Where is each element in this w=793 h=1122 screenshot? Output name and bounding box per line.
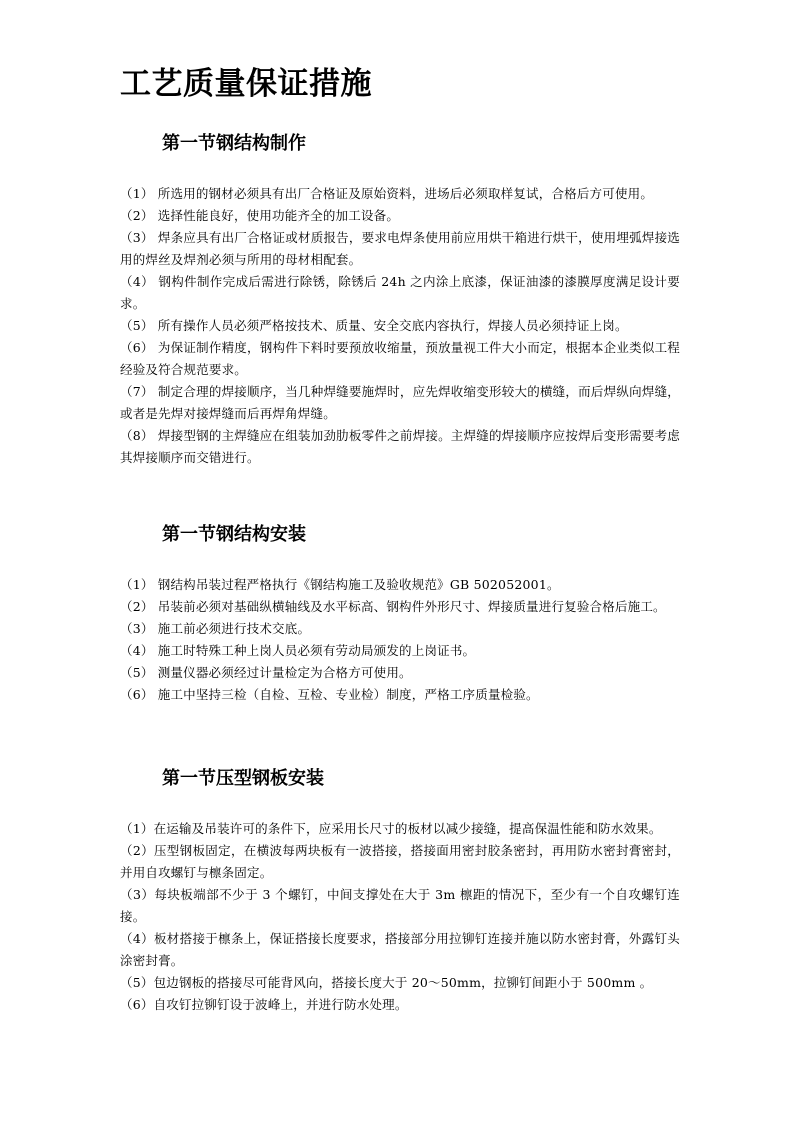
- list-item: [120, 315, 680, 337]
- item-text: 自攻钉拉铆钉设于波峰上，并进行防水处理。: [153, 997, 408, 1012]
- section-title: 第一节钢结构制作: [162, 133, 306, 154]
- list-item: [120, 618, 680, 640]
- item-number: （6）: [120, 687, 154, 702]
- list-item: [120, 994, 680, 1016]
- list-item: [120, 271, 680, 315]
- list-item: [120, 884, 680, 928]
- item-text: 选择性能良好，使用功能齐全的加工设备。: [157, 208, 400, 223]
- item-text: 测量仪器必须经过计量检定为合格方可使用。: [157, 665, 412, 680]
- list-item: [120, 928, 680, 972]
- section-item-list: [120, 818, 680, 1016]
- item-number: （6）: [120, 997, 154, 1012]
- list-item: [120, 640, 680, 662]
- list-item: [120, 183, 680, 205]
- item-number: （5）: [120, 665, 154, 680]
- item-number: （5）: [120, 318, 154, 333]
- item-text: 每块板端部不少于 3 个螺钉，中间支撑处在大于 3m 檩距的情况下，至少有一个自攻螺钉连接。: [120, 887, 680, 924]
- item-number: （1）: [120, 821, 154, 836]
- item-number: （4）: [120, 274, 155, 289]
- item-text: 在运输及吊装许可的条件下，应采用长尺寸的板材以减少接缝，提高保温性能和防水效果。: [153, 821, 662, 836]
- item-text: 所选用的钢材必须具有出厂合格证及原始资料，进场后必须取样复试，合格后方可使用。: [157, 186, 654, 201]
- item-number: （6）: [120, 340, 154, 355]
- list-item: [120, 337, 680, 381]
- item-number: （2）: [120, 843, 154, 858]
- item-number: （3）: [120, 887, 155, 902]
- item-text: 焊条应具有出厂合格证或材质报告，要求电焊条使用前应用烘干箱进行烘干，使用埋弧焊接选用的焊丝及焊剂必须与所用的母材相配套。: [120, 230, 680, 267]
- item-text: 钢构件制作完成后需进行除锈，除锈后 24h 之内涂上底漆，保证油漆的漆膜厚度满足设计要求。: [120, 274, 680, 311]
- item-number: （7）: [120, 384, 154, 399]
- list-item: [120, 381, 680, 425]
- item-number: （2）: [120, 208, 154, 223]
- list-item: [120, 684, 680, 706]
- section-item-list: [120, 574, 680, 706]
- list-item: [120, 205, 680, 227]
- list-item: [120, 840, 680, 884]
- item-number: （3）: [120, 621, 154, 636]
- list-item: [120, 574, 680, 596]
- item-text: 板材搭接于檩条上，保证搭接长度要求，搭接部分用拉铆钉连接并施以防水密封膏，外露钉头涂密封膏。: [120, 931, 680, 968]
- item-text: 压型钢板固定，在横波每两块板有一波搭接，搭接面用密封胶条密封，再用防水密封膏密封，并用自攻螺钉与檩条固定。: [120, 843, 680, 880]
- list-item: [120, 596, 680, 618]
- item-text: 施工中坚持三检（自检、互检、专业检）制度，严格工序质量检验。: [157, 687, 539, 702]
- item-number: （4）: [120, 643, 154, 658]
- document-title: 工艺质量保证措施: [120, 66, 372, 102]
- item-number: （3）: [120, 230, 154, 245]
- item-number: （5）: [120, 975, 154, 990]
- list-item: [120, 425, 680, 469]
- section-profiled-sheet-installation: [120, 766, 680, 1016]
- item-text: 为保证制作精度，钢构件下料时要预放收缩量，预放量视工件大小而定，根据本企业类似工程经验及符合规范要求。: [120, 340, 680, 377]
- item-number: （2）: [120, 599, 154, 614]
- section-title: 第一节压型钢板安装: [162, 768, 324, 789]
- item-number: （4）: [120, 931, 154, 946]
- section-steel-installation: [120, 522, 680, 706]
- section-title: 第一节钢结构安装: [162, 524, 306, 545]
- item-text: 包边钢板的搭接尽可能背风向，搭接长度大于 20～50mm，拉铆钉间距小于 500mm 。: [153, 975, 653, 990]
- item-number: （1）: [120, 577, 154, 592]
- item-number: （1）: [120, 186, 154, 201]
- list-item: [120, 662, 680, 684]
- section-item-list: [120, 183, 680, 469]
- section-steel-fabrication: [120, 131, 680, 469]
- item-text: 施工前必须进行技术交底。: [157, 621, 311, 636]
- list-item: [120, 972, 680, 994]
- item-text: 吊装前必须对基础纵横轴线及水平标高、钢构件外形尺寸、焊接质量进行复验合格后施工。: [157, 599, 666, 614]
- list-item: [120, 227, 680, 271]
- item-text: 所有操作人员必须严格按技术、质量、安全交底内容执行，焊接人员必须持证上岗。: [157, 318, 628, 333]
- item-text: 钢结构吊装过程严格执行《钢结构施工及验收规范》GB 502052001。: [157, 577, 560, 592]
- item-text: 施工时特殊工种上岗人员必须有劳动局颁发的上岗证书。: [157, 643, 476, 658]
- item-text: 制定合理的焊接顺序，当几种焊缝要施焊时，应先焊收缩变形较大的横缝，而后焊纵向焊缝，或者是先焊对接焊缝而后再焊角焊缝。: [120, 384, 680, 421]
- item-number: （8）: [120, 428, 154, 443]
- list-item: [120, 818, 680, 840]
- item-text: 焊接型钢的主焊缝应在组装加劲肋板零件之前焊接。主焊缝的焊接顺序应按焊后变形需要考虑其焊接顺序而交错进行。: [120, 428, 680, 465]
